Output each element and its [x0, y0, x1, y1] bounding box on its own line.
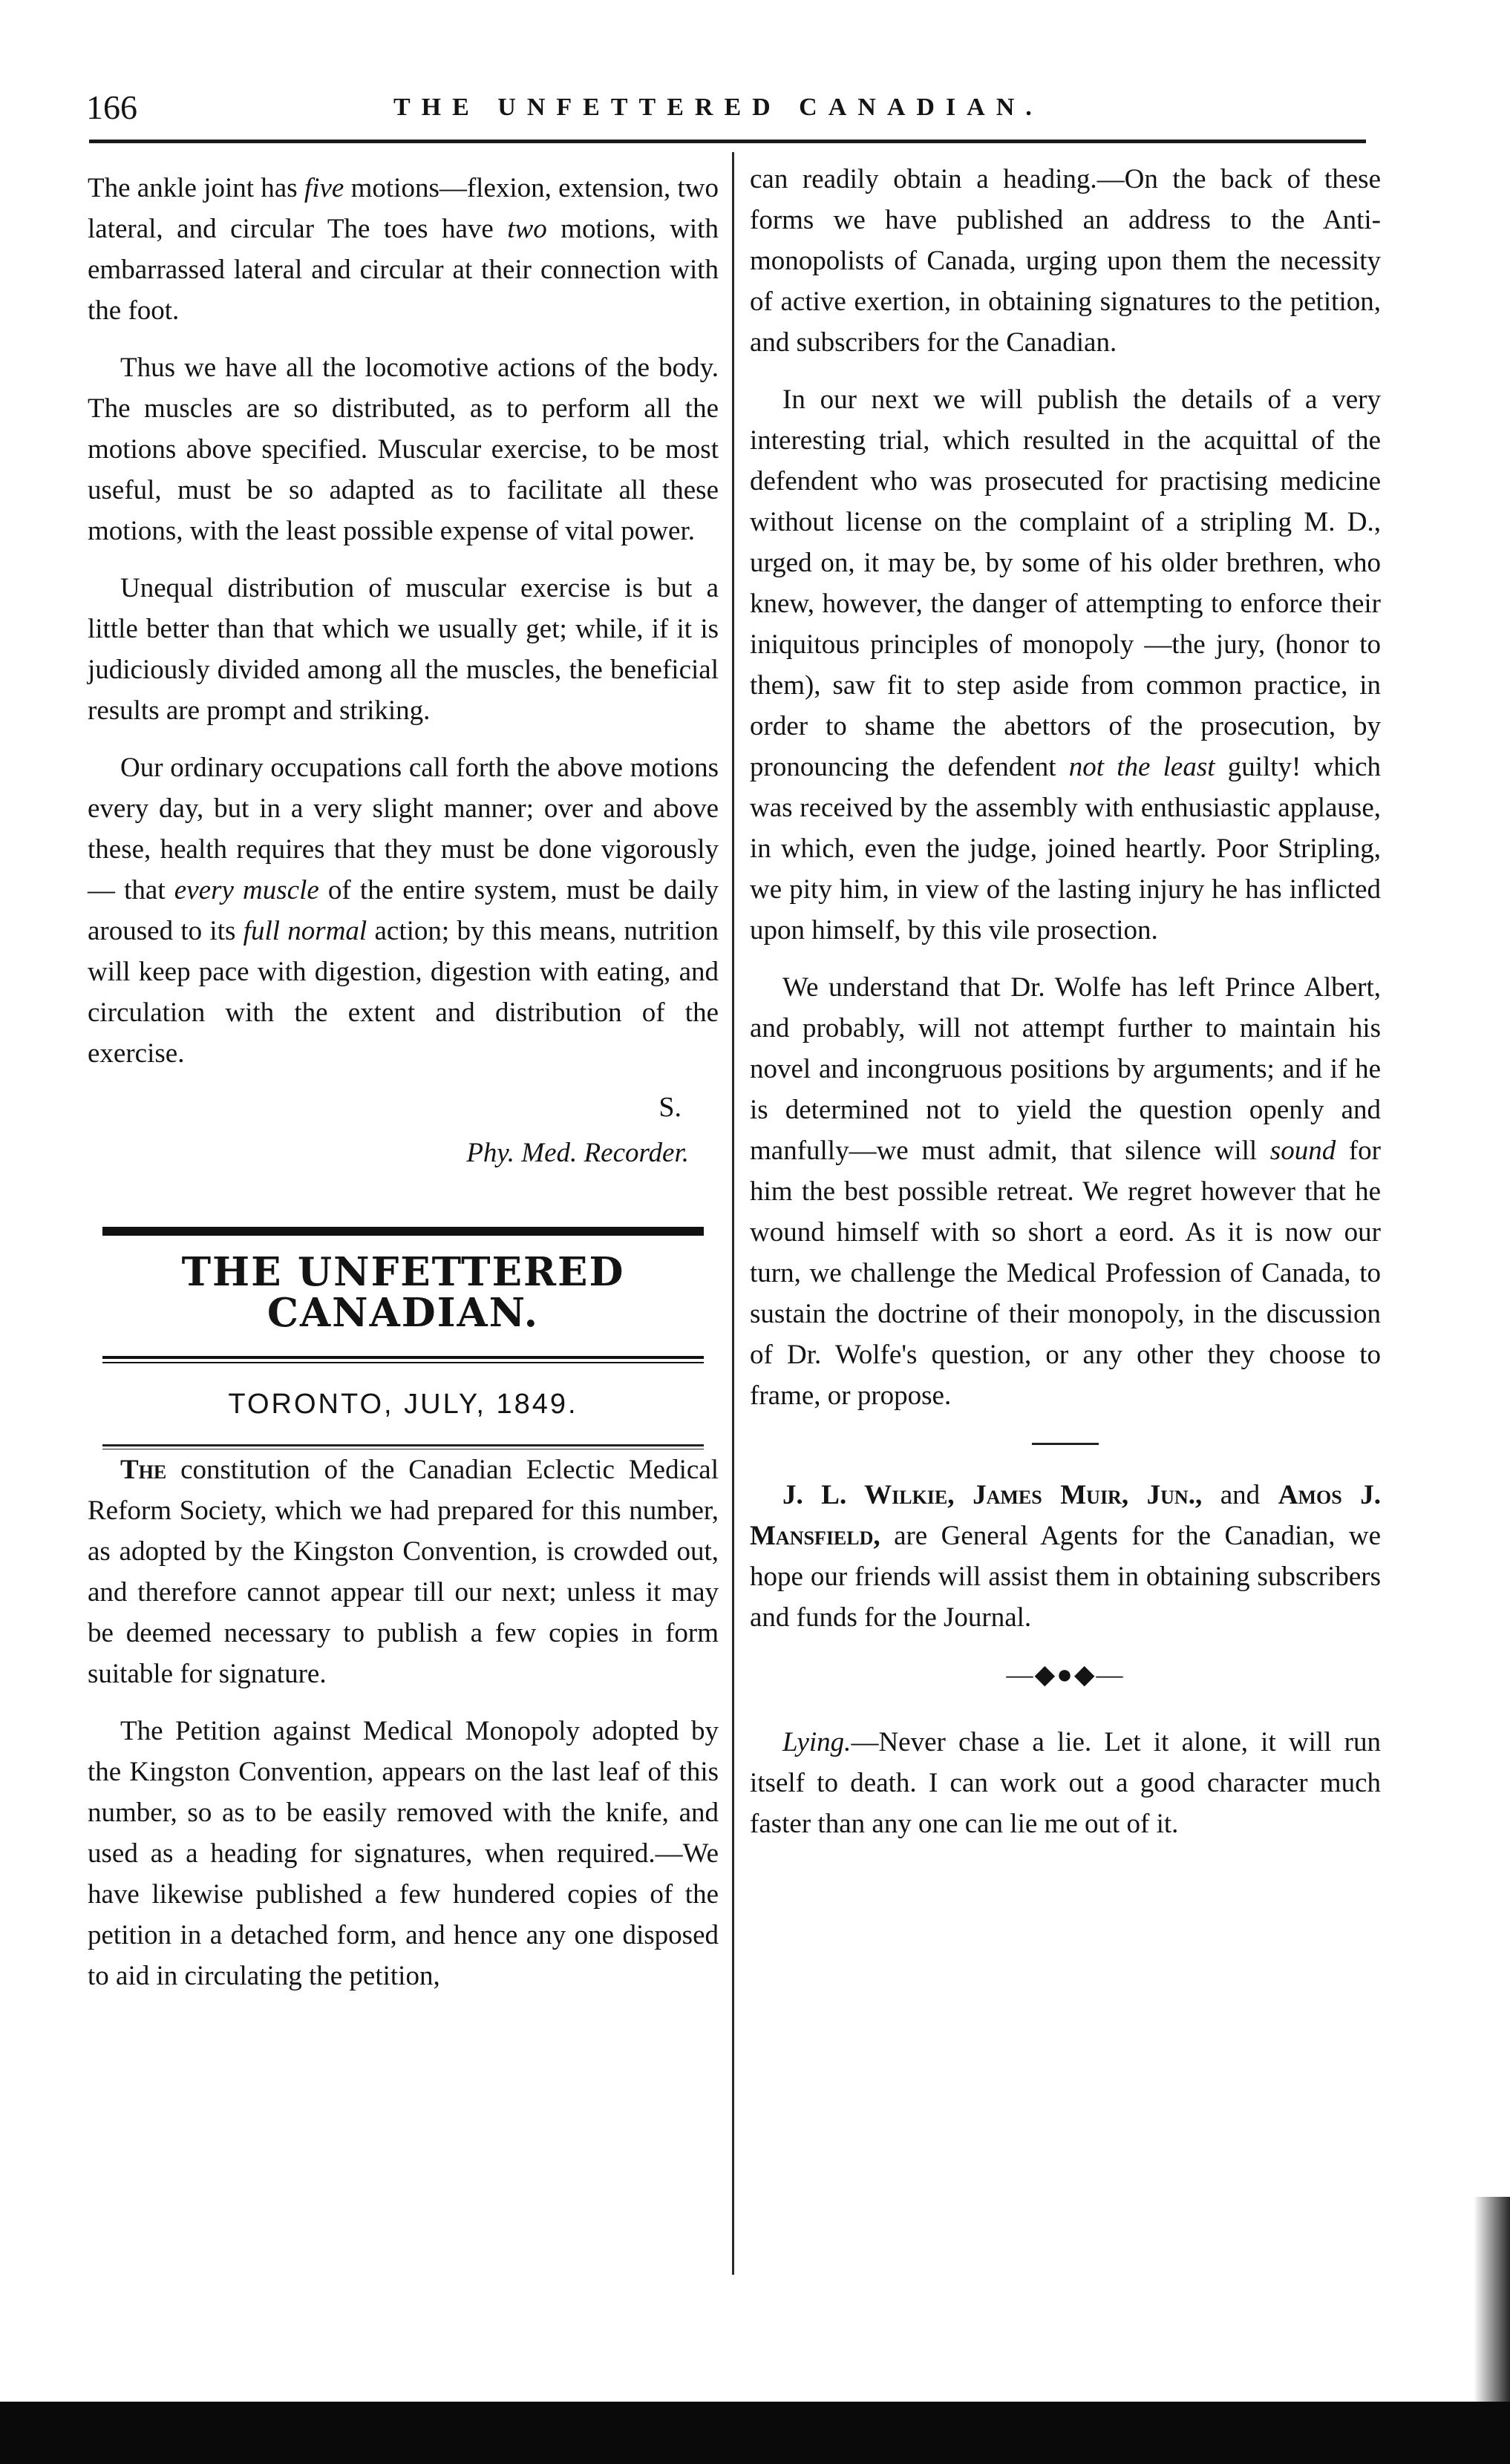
paragraph-constitution: The constitution of the Canadian Eclectic Medical Reform Society, which we had prepared for this number, as adopted by the Kingston Convention, is crowded out, and therefore cannot appear till our next; unless it may be deemed necessary to publish a few copies in form suitable for signature. [88, 1455, 719, 1689]
column-divider [732, 152, 734, 2275]
paragraph-ankle-joint: The ankle joint has five motions—flexion, extension, two lateral, and circular The toes have two motions, with embarrassed lateral and circular at their connection with the foot. [88, 173, 719, 326]
paragraph-ordinary-occupations: Our ordinary occupations call forth the above motions every day, but in a very slight manner; over and above these, health requires that they must be done vigorously — that every muscle of the entire system, must be daily aroused to its full normal action; by this means, nutrition will keep pace with digestion, digestion with eating, and circulation with the extent and distribution of the exercise. [88, 753, 719, 1069]
left-column [88, 168, 719, 2013]
dateline: TORONTO, JULY, 1849. [228, 1389, 578, 1420]
masthead-title: THE UNFETTERED CANADIAN. [181, 1249, 625, 1336]
article-source: Phy. Med. Recorder. [466, 1138, 689, 1168]
section-separator [1032, 1443, 1099, 1445]
paragraph-trial: In our next we will publish the details of a very interesting trial, which resulted in the acquittal of the defendent who was prosecuted for practising medicine without license on the complaint of a stripling M. D., urged on, it may be, by some of his older brethren, who knew, however, the danger of attempting to enforce their iniquitous principles of monopoly —the jury, (honor to them), saw fit to step aside from common practice, in order to shame the abettors of the prosecution, by pronouncing the defendent not the least guilty! which was received by the assembly with enthusiastic applause, in which, even the judge, joined heartly. Poor Stripling, we pity him, in view of the lasting injury he has inflicted upon himself, by this vile prosection. [750, 384, 1381, 946]
scan-bottom-border [0, 2402, 1510, 2464]
right-column [750, 159, 1381, 1861]
ornament-divider: —◆●◆— [1006, 1659, 1125, 1689]
masthead-double-rule [102, 1356, 704, 1363]
header-rule [89, 140, 1366, 143]
paragraph-lying: Lying.—Never chase a lie. Let it alone, it will run itself to death. I can work out a good character much faster than any one can lie me out of it. [750, 1727, 1381, 1839]
paragraph-unequal-distribution: Unequal distribution of muscular exercise is but a little better than that which we usually get; while, if it is judiciously divided among all the muscles, the beneficial results are prompt and striking. [88, 573, 719, 726]
paragraph-petition: The Petition against Medical Monopoly adopted by the Kingston Convention, appears on the last leaf of this number, so as to be easily removed with the knife, and used as a heading for signatures, when required.—We have likewise published a few hundered copies of the petition in a detached form, and hence any one disposed to aid in circulating the petition, [88, 1716, 719, 1991]
paragraph-general-agents: J. L. Wilkie, James Muir, Jun., and Amos J. Mansfield, are General Agents for the Canadian, we hope our friends will assist them in obtaining subscribers and funds for the Journal. [750, 1480, 1381, 1633]
page-edge-shadow [1474, 2197, 1510, 2405]
article-signature: S. [658, 1092, 682, 1123]
page-number: 166 [86, 88, 137, 126]
masthead-top-rule [102, 1227, 704, 1236]
running-title: THE UNFETTERED CANADIAN. [393, 94, 1043, 121]
paragraph-locomotive-actions: Thus we have all the locomotive actions of the body. The muscles are so distributed, as to perform all the motions above specified. Muscular exercise, to be most useful, must be so adapted as to facilitate all these motions, with the least possible expense of vital power. [88, 353, 719, 546]
paragraph-dr-wolfe: We understand that Dr. Wolfe has left Prince Albert, and probably, will not attempt further to maintain his novel and incongruous positions by arguments; and if he is determined not to yield the question openly and manfully—we must admit, that silence will sound for him the best possible retreat. We regret however that he wound himself with so short a eord. As it is now our turn, we challenge the Medical Profession of Canada, to sustain the doctrine of their monopoly, in the discussion of Dr. Wolfe's question, or any other they choose to frame, or propose. [750, 972, 1381, 1411]
paragraph-heading-continued: can readily obtain a heading.—On the back of these forms we have published an address to the Anti-monopolists of Canada, urging upon them the necessity of active exertion, in obtaining signatures to the petition, and subscribers for the Canadian. [750, 164, 1381, 358]
dateline-rule [102, 1444, 704, 1449]
